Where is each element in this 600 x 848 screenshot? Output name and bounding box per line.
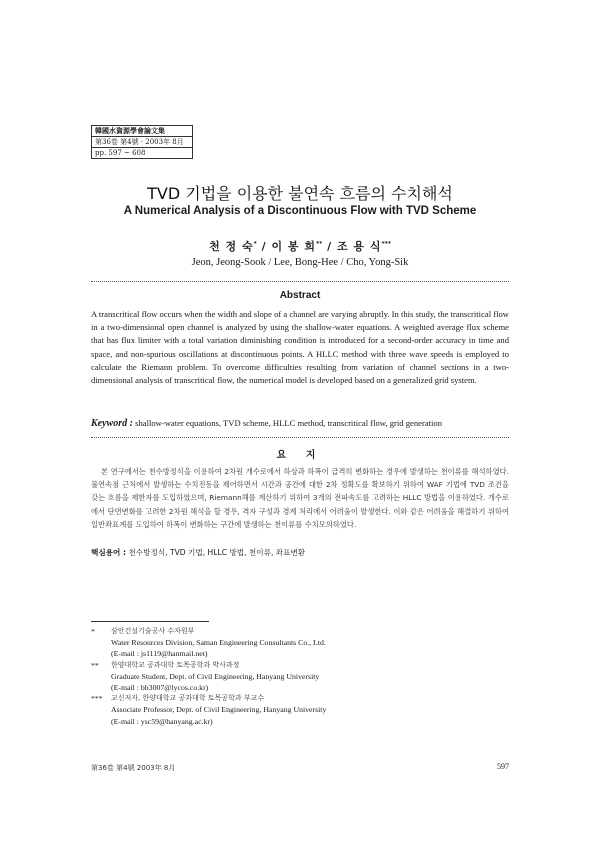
author-2-name: 이 봉 희	[271, 240, 316, 253]
author-1-name: 천 정 숙	[209, 240, 254, 253]
footnote-3	[91, 693, 509, 727]
authors-korean	[0, 238, 600, 254]
divider-top	[91, 281, 509, 282]
title-english: A Numerical Analysis of a Discontinuous Flow with TVD Scheme	[123, 205, 477, 217]
footnote-1-email: (E-mail : js1119@hanmail.net)	[111, 649, 208, 659]
abstract-keywords	[91, 418, 511, 429]
yoji-keyword-label: 핵심용어 :	[91, 548, 127, 557]
author-separator-2: /	[322, 240, 337, 253]
yoji-keywords	[91, 547, 509, 558]
title-korean: TVD 기법을 이용한 불연속 흐름의 수치해석	[147, 184, 453, 203]
footnote-1	[91, 626, 509, 660]
yoji-body: 본 연구에서는 천수방정식을 이용하여 2차원 개수로에서 하상과 하폭이 급격히 변화하는 경우에 발생하는 천이류를 해석하였다. 불연속점 근처에서 발생하는 수치진동을 제어하면서 시간과 공간에 대한 2차 정확도를 확보하기 위하여 WAF 기법에 TVD 조건을 갖는 흐름을 제한자를 도입하였으며, Riemann해를 계산하기 위하여 3개의 전파속도를 고려하는 HLLC 방법을 이용하였다. 개수로에서 단면변화를 고려한 2차원 해석을 할 경우, 격자 구성과 경계 처리에서 어려움이 발생한다. 이와 같은 어려움을 해결하기 위하여 일반좌표계를 도입하여 하폭이 변화하는 구간에 발생하는 천이류를 수치모의하였다.	[91, 467, 509, 529]
authors-english: Jeon, Jeong-Sook / Lee, Bong-Hee / Cho, Yong-Sik	[191, 257, 409, 268]
journal-name: 韓國水資源學會論文集	[92, 126, 192, 137]
journal-pages: pp. 597 ~ 608	[95, 149, 146, 157]
keyword-label: Keyword :	[91, 418, 133, 429]
journal-volume-issue: 第36卷 第4號 · 2003年 8月	[92, 137, 192, 148]
footnotes	[91, 626, 509, 727]
footnote-3-email: (E-mail : ysc59@hanyang.ac.kr)	[111, 716, 213, 726]
divider-middle	[91, 437, 509, 438]
footnote-rule	[91, 621, 209, 622]
footnote-2-affiliation-ko: 한양대학교 공과대학 토목공학과 박사과정	[111, 660, 240, 669]
footnote-3-mark: ***	[91, 694, 103, 704]
footer-journal-issue: 第36卷 第4號 2003年 8月	[91, 764, 176, 772]
journal-info-box	[91, 125, 193, 159]
abstract-heading: Abstract	[279, 290, 321, 301]
footnote-1-affiliation-ko: 삼안건설기술공사 수자원부	[111, 627, 195, 635]
footnote-1-mark: *	[91, 627, 95, 636]
footnote-2-affiliation-en: Graduate Student, Dept. of Civil Engineering, Hanyang University	[111, 671, 320, 681]
author-3-name: 조 용 식	[336, 240, 382, 253]
yoji-heading: 요 지	[276, 450, 324, 461]
footnote-2	[91, 660, 509, 694]
abstract-body: A transcritical flow occurs when the width and slope of a channel are varying abruptly. In this study, the transcritical flow in a two-dimensional open channel is analyzed by using the shallow-water equations. A weighted average flux scheme that has flux limiter with a total variation diminishing condition is introduced for a second-order accuracy in time and space, and non-spurious oscillations at discontinuous points. A HLLC method with three wave speeds is employed to calculate the Riemann problem. To overcome difficulties resulting from variation of channel sections in a two-dimensional analysis of transcritical flow, the numerical model is developed based on a generalized grid system.	[91, 309, 509, 386]
yoji-keyword-list: 천수방정식, TVD 기법, HLLC 방법, 천이류, 좌표변환	[128, 548, 306, 557]
footnote-1-affiliation-en: Water Resources Division, Saman Engineering Consultants Co., Ltd.	[111, 638, 326, 648]
footer-page-number: 597	[497, 762, 509, 771]
footnote-3-affiliation-ko: 교신저자, 한양대학교 공과대학 토목공학과 부교수	[111, 694, 265, 703]
keyword-list: shallow-water equations, TVD scheme, HLLC method, transcritical flow, grid generation	[135, 418, 443, 428]
author-1-mark: *	[253, 240, 257, 248]
author-2-mark: **	[315, 240, 323, 248]
footnote-2-email: (E-mail : bh3007@lycos.co.kr)	[111, 683, 209, 693]
footnote-2-mark: **	[91, 660, 99, 670]
author-3-mark: ***	[381, 240, 391, 248]
author-separator-1: /	[256, 240, 272, 253]
footnote-3-affiliation-en: Associate Professor, Dept. of Civil Engineering, Hanyang University	[111, 705, 327, 715]
